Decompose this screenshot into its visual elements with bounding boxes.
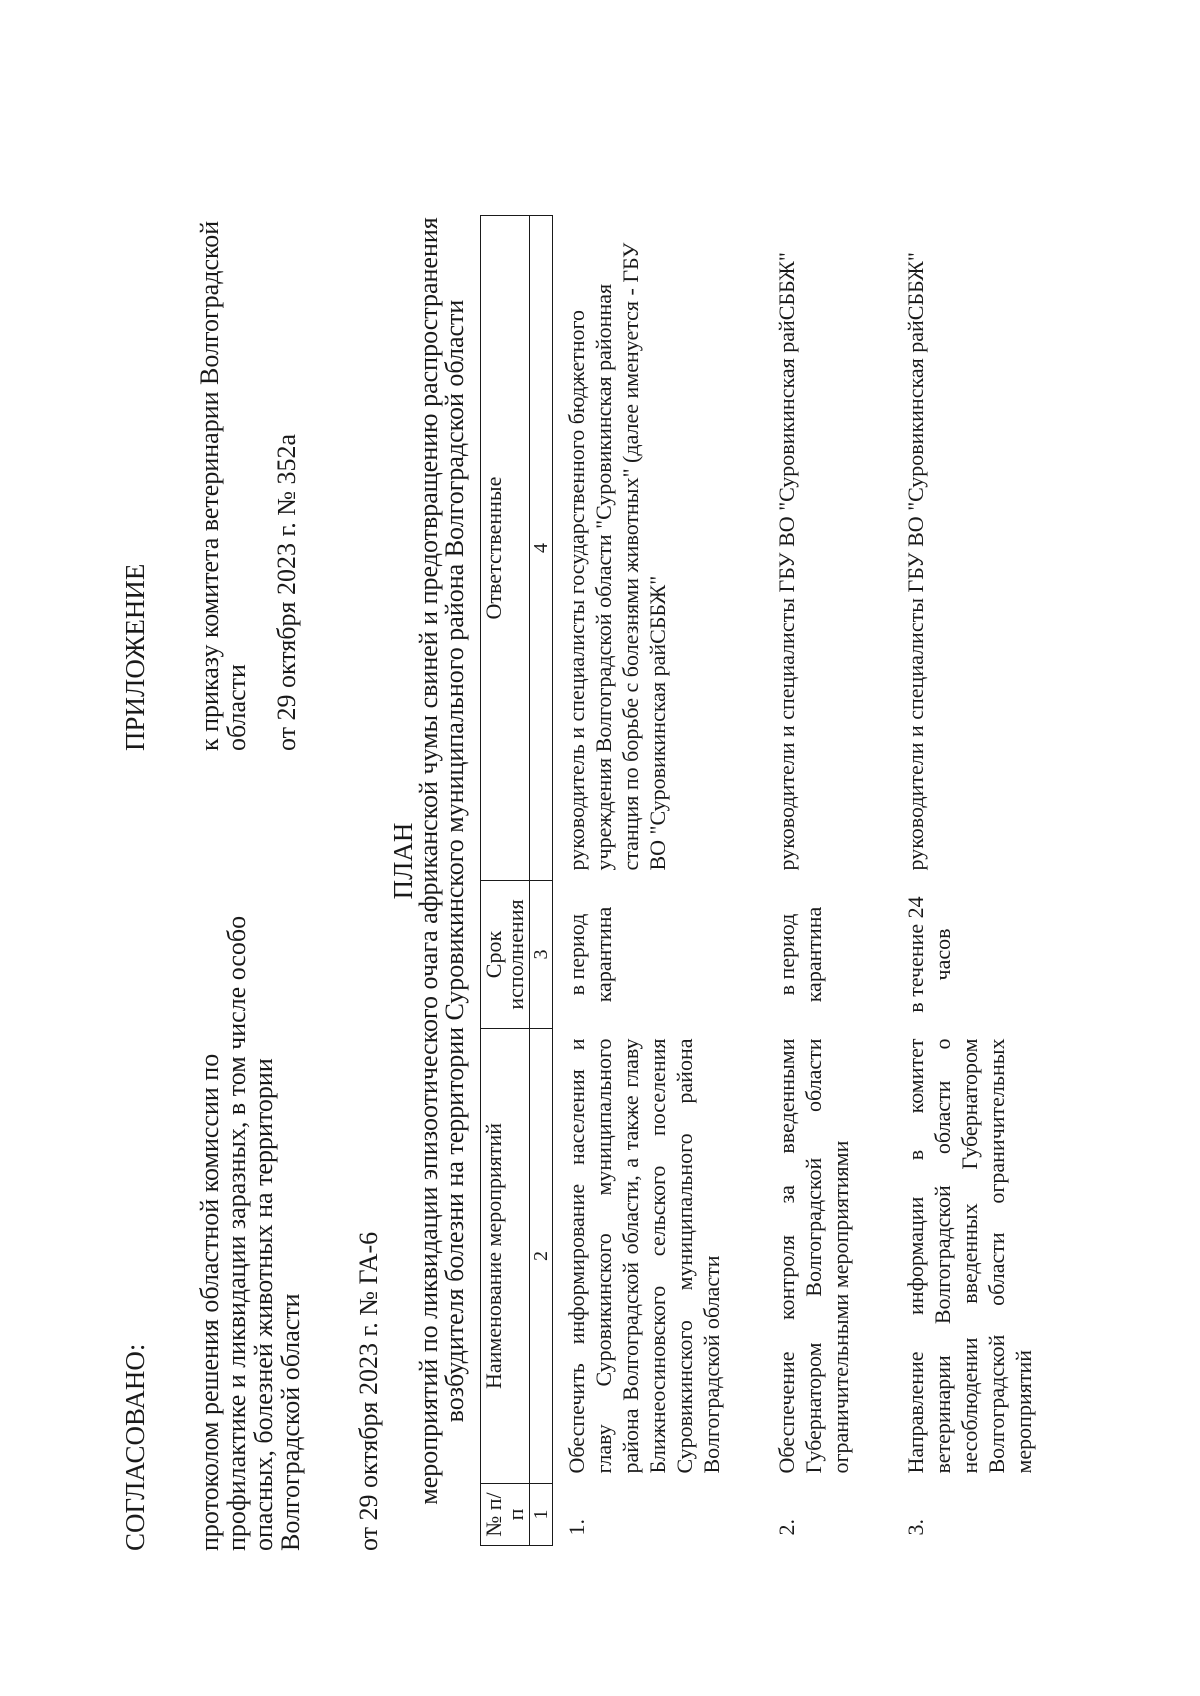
agreed-heading: СОГЛАСОВАНО: bbox=[120, 1343, 150, 1551]
agreed-block bbox=[120, 911, 384, 1551]
plan-title-block bbox=[390, 211, 468, 1511]
column-number: 4 bbox=[530, 216, 553, 881]
appendix-date: от 29 октября 2023 г. № 352а bbox=[272, 433, 301, 751]
header-num: № п/п bbox=[481, 1484, 530, 1546]
row-responsible: руководители и специалисты ГБУ ВО "Суровикинская райСББЖ" bbox=[774, 252, 799, 871]
row-num: 2. bbox=[774, 1519, 799, 1536]
row-action: Направление информации в комитет ветеринарии Волгоградской области о несоблюдении введенных Губернатором Волгоградской области ограничительных мероприятий bbox=[903, 1038, 1036, 1474]
row-deadline: в период карантина bbox=[774, 906, 826, 1003]
table-row bbox=[763, 216, 892, 1546]
row-deadline: в течение 24 часов bbox=[903, 896, 955, 1013]
plan-table bbox=[480, 215, 1075, 1546]
header-action: Наименование мероприятий bbox=[481, 1029, 530, 1484]
row-num: 3. bbox=[903, 1519, 928, 1536]
agreed-text: протоколом решения областной комиссии по профилактике и ликвидации заразных, в том числе особо опасных, болезней животных на территории Волгоградской области bbox=[195, 915, 305, 1551]
column-number: 2 bbox=[530, 1029, 553, 1484]
column-number: 1 bbox=[530, 1484, 553, 1546]
row-num: 1. bbox=[564, 1519, 589, 1536]
table-row bbox=[553, 216, 764, 1546]
row-responsible: руководитель и специалисты государственного бюджетного учреждения Волгоградской области "Суровикинская районная станция по борьбе с болезнями животных" (далее именуется - ГБУ ВО "Суровикинская райСББЖ" bbox=[564, 242, 670, 871]
plan-subtitle: мероприятий по ликвидации эпизоотического очага африканской чумы свиней и предотвращению распространения возбудителя болезни на территории Суровикинского муниципального района Волгоградской области bbox=[414, 217, 469, 1505]
column-number: 3 bbox=[530, 881, 553, 1029]
plan-table-wrapper bbox=[480, 216, 1075, 1546]
header-responsible: Ответственные bbox=[481, 216, 530, 881]
agreed-date: от 29 октября 2023 г. № ГА-6 bbox=[354, 1231, 383, 1551]
table-row bbox=[892, 216, 1075, 1546]
header-deadline: Срок исполнения bbox=[481, 881, 530, 1029]
table-column-number-row bbox=[530, 216, 553, 1546]
row-deadline: в период карантина bbox=[564, 906, 616, 1003]
appendix-text: к приказу комитета ветеринарии Волгоградской области bbox=[195, 220, 251, 751]
appendix-block bbox=[120, 131, 302, 751]
row-action: Обеспечение контроля за введенными Губернатором Волгоградской области ограничительными мероприятиями bbox=[774, 1038, 853, 1474]
row-action: Обеспечить информирование населения и главу Суровикинского муниципального района Волгоградской области, а также главу Ближнеосиновского сельского поселения Суровикинского муниципального района Волгоградской области bbox=[564, 1038, 724, 1474]
row-responsible: руководители и специалисты ГБУ ВО "Суровикинская райСББЖ" bbox=[903, 252, 928, 871]
table-header-row bbox=[481, 216, 530, 1546]
plan-title: ПЛАН bbox=[388, 822, 418, 900]
appendix-heading: ПРИЛОЖЕНИЕ bbox=[120, 563, 150, 751]
